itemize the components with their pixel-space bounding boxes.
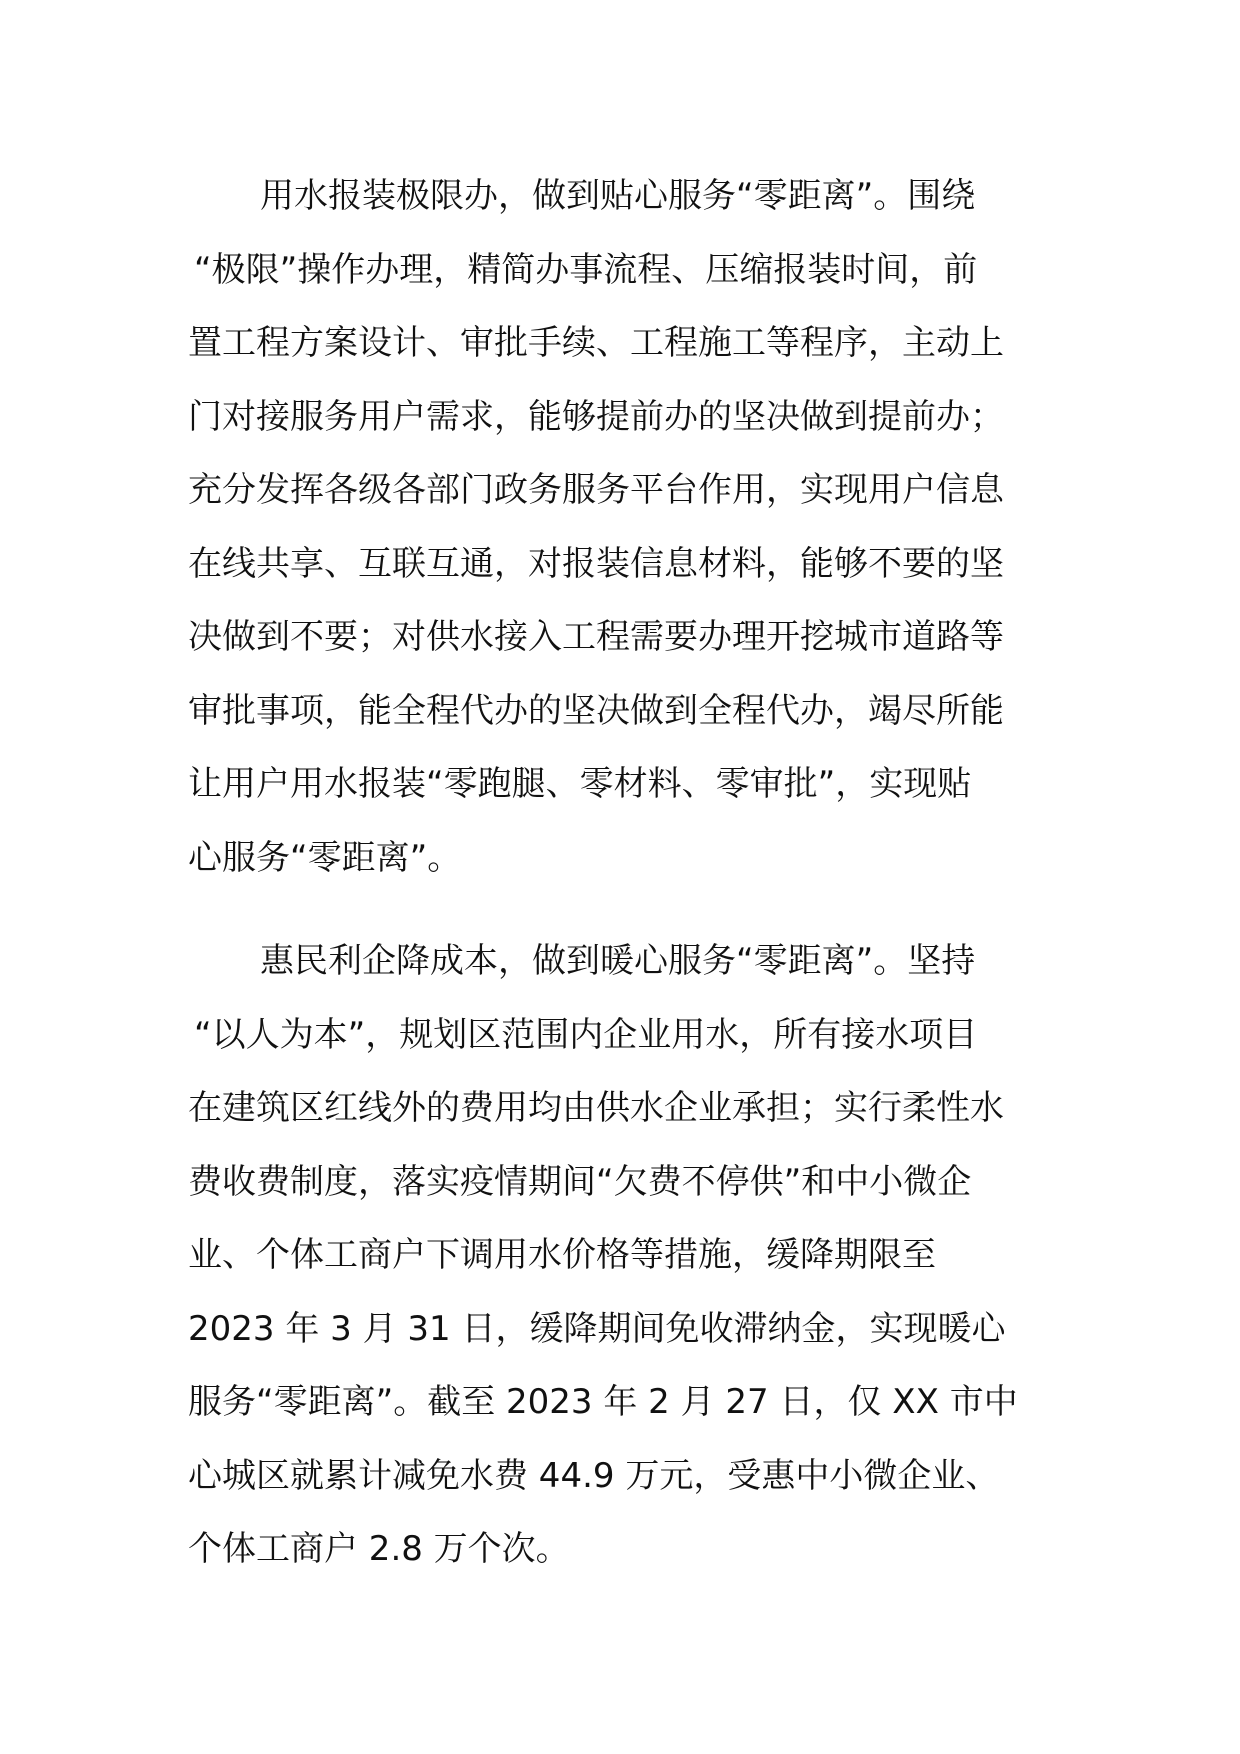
text-line: 业、个体工商户下调用水价格等措施，缓降期限至 [188,1235,936,1275]
text-line: 审批事项，能全程代办的坚决做到全程代办，竭尽所能 [188,690,1004,731]
text-line: 服务“零距离”。截至 2023 年 2 月 27 日，仅 XX 市中 [188,1382,1018,1422]
text-line: 充分发挥各级各部门政务服务平台作用，实现用户信息 [188,470,1004,510]
text-line: 个体工商户 2.8 万个次。 [188,1529,570,1569]
paragraph-spacer [188,895,1060,925]
text-line: 让用户用水报装“零跑腿、零材料、零审批”，实现贴 [188,764,972,804]
text-line: 在建筑区红线外的费用均由供水企业承担；实行柔性水 [188,1088,1004,1128]
text-line: 费收费制度，落实疫情期间“欠费不停供”和中小微企 [188,1161,972,1202]
text-line: 心城区就累计减免水费 44.9 万元，受惠中小微企业、 [188,1455,1000,1496]
text-line: “以人为本”，规划区范围内企业用水，所有接水项目 [194,1014,978,1055]
text-line: 用水报装极限办，做到贴心服务“零距离”。围绕 [260,176,976,216]
text-line: 2023 年 3 月 31 日，缓降期间免收滞纳金，实现暖心 [188,1308,1006,1349]
text-line: 在线共享、互联互通，对报装信息材料，能够不要的坚 [188,543,1004,584]
text-line: “极限”操作办理，精简办事流程、压缩报装时间，前 [194,249,978,290]
document-body [188,160,1060,1587]
text-line: 决做到不要；对供水接入工程需要办理开挖城市道路等 [188,617,1004,657]
paragraph-cost-reduction [188,925,1060,1587]
paragraph-water-application [188,160,1060,895]
text-line: 心服务“零距离”。 [188,837,462,878]
text-line: 置工程方案设计、审批手续、工程施工等程序，主动上 [188,323,1004,363]
text-line: 惠民利企降成本，做到暖心服务“零距离”。坚持 [260,941,976,981]
text-line: 门对接服务用户需求，能够提前办的坚决做到提前办； [188,396,1004,437]
